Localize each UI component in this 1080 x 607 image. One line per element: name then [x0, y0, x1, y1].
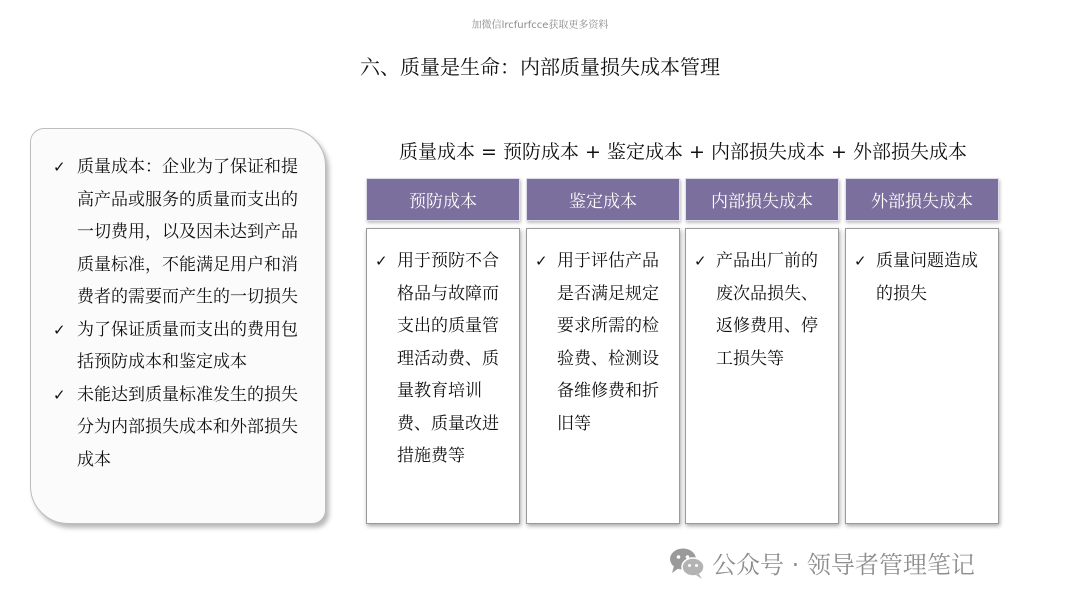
card-text: 产品出厂前的废次品损失、返修费用、停工损失等 — [716, 251, 818, 369]
card-bullet — [694, 245, 832, 375]
definition-box — [30, 128, 326, 524]
definition-text: 为了保证质量而支出的费用包括预防成本和鉴定成本 — [77, 319, 298, 372]
card-external-failure-cost — [845, 228, 999, 524]
watermark-text: 公众号 · 领导者管理笔记 — [712, 551, 975, 579]
header-external-failure-cost: 外部损失成本 — [845, 178, 999, 221]
checkmark-icon: ✓ — [375, 252, 388, 270]
checkmark-icon: ✓ — [53, 320, 66, 339]
slide-title: 六、质量是生命：内部质量损失成本管理 — [360, 55, 720, 79]
watermark — [668, 545, 975, 580]
definition-bullet — [53, 314, 307, 379]
header-appraisal-cost: 鉴定成本 — [526, 178, 680, 221]
checkmark-icon: ✓ — [53, 158, 66, 176]
card-text: 用于评估产品是否满足规定要求所需的检验费、检测设备维修费和折旧等 — [557, 251, 659, 434]
checkmark-icon: ✓ — [694, 252, 707, 270]
definition-bullet — [53, 379, 307, 477]
definition-bullet — [53, 151, 307, 314]
definition-text: 未能达到质量标准发生的损失分为内部损失成本和外部损失成本 — [77, 384, 298, 470]
header-internal-failure-cost: 内部损失成本 — [685, 178, 839, 221]
card-internal-failure-cost — [685, 228, 839, 524]
top-note: 加微信lrcfurfcce获取更多资料 — [471, 20, 609, 31]
card-bullet — [854, 245, 992, 310]
definition-text: 质量成本：企业为了保证和提高产品或服务的质量而支出的一切费用，以及因未达到产品质量标准，不能满足用户和消费者的需要而产生的一切损失 — [77, 157, 298, 307]
checkmark-icon: ✓ — [535, 252, 548, 270]
card-bullet — [375, 245, 513, 473]
wechat-icon — [668, 546, 706, 580]
card-appraisal-cost — [526, 228, 680, 524]
card-text: 质量问题造成的损失 — [876, 251, 978, 304]
cost-formula: 质量成本 = 预防成本 + 鉴定成本 + 内部损失成本 + 外部损失成本 — [399, 141, 967, 163]
card-prevention-cost — [366, 228, 520, 524]
checkmark-icon: ✓ — [854, 252, 867, 270]
checkmark-icon: ✓ — [53, 385, 66, 404]
card-text: 用于预防不合格品与故障而支出的质量管理活动费、质量教育培训费、质量改进措施费等 — [397, 251, 499, 466]
header-prevention-cost: 预防成本 — [366, 178, 520, 221]
card-bullet — [535, 245, 673, 440]
